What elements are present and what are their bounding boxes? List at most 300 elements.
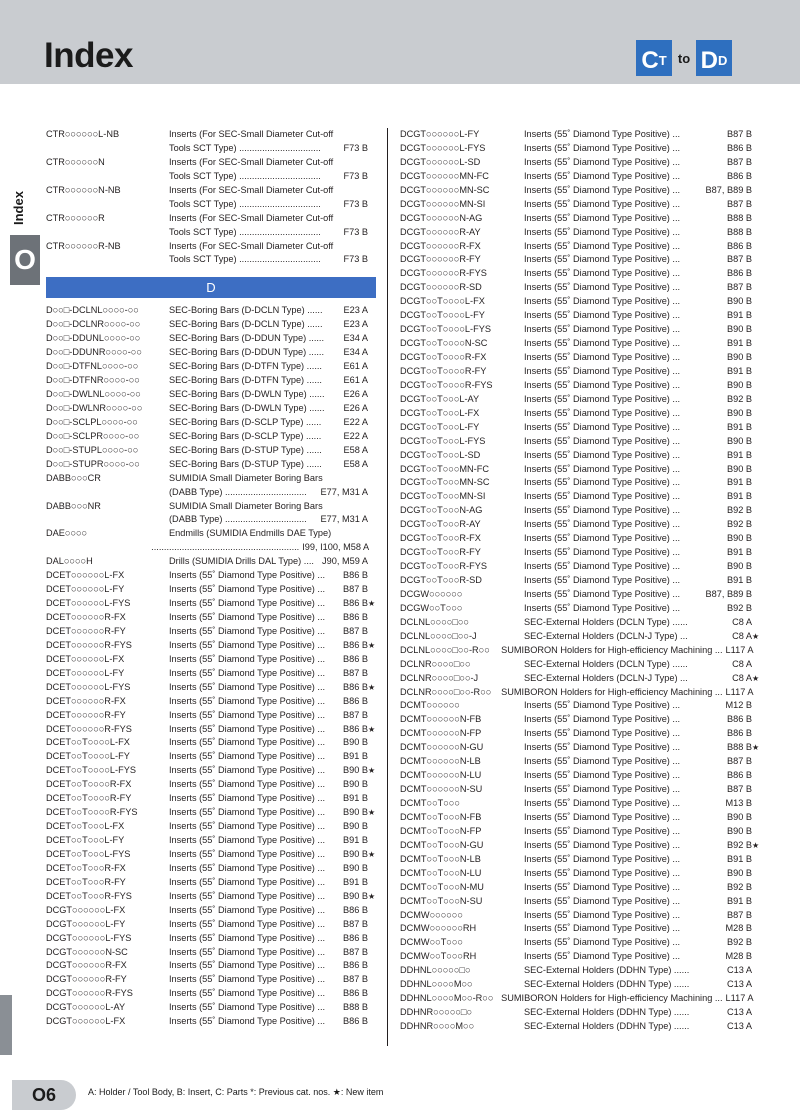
index-new-mark — [368, 472, 376, 486]
index-new-mark — [752, 156, 760, 170]
index-row — [400, 365, 760, 379]
index-description: SEC-Boring Bars (D-SCLP Type) ...... — [169, 416, 322, 427]
index-page-ref: B90 B — [342, 848, 368, 859]
index-row — [400, 170, 760, 184]
index-code: DCGT○○T○○○○L-FY — [400, 310, 485, 321]
page-title: Index — [44, 36, 133, 75]
index-new-mark — [752, 769, 760, 783]
index-new-mark — [752, 463, 760, 477]
index-page-ref: E58 A — [343, 458, 368, 469]
index-description: Inserts (55˚ Diamond Type Positive) ... — [524, 867, 681, 878]
index-code: DCGT○○T○○○MN-SI — [400, 491, 486, 502]
right-list — [400, 128, 760, 1034]
index-code: DCET○○T○○○R-FYS — [46, 890, 132, 901]
index-page-ref: F73 B — [343, 226, 368, 237]
index-row — [400, 449, 760, 463]
index-new-mark — [752, 1020, 760, 1034]
index-description: Inserts (55˚ Diamond Type Positive) ... — [169, 737, 326, 748]
index-new-mark — [368, 388, 376, 402]
index-new-mark — [752, 755, 760, 769]
index-row — [400, 936, 760, 950]
index-page-ref: B92 B — [726, 937, 752, 948]
index-code: DCMT○○T○○○N-MU — [400, 881, 484, 892]
index-page-ref: B92 B — [726, 602, 752, 613]
index-description: Inserts (55˚ Diamond Type Positive) ... — [169, 821, 326, 832]
index-row — [400, 588, 760, 602]
index-description: Inserts (For SEC-Small Diameter Cut-off — [169, 184, 334, 195]
index-new-mark — [368, 959, 376, 973]
index-new-mark — [752, 309, 760, 323]
index-row — [46, 541, 376, 555]
index-code: DCGT○○○○○○L-FY — [46, 918, 126, 929]
index-description: Inserts (55˚ Diamond Type Positive) ... — [524, 909, 681, 920]
index-row — [46, 946, 376, 960]
index-row — [46, 360, 376, 374]
index-code: DCGT○○○○○○R-FX — [400, 240, 481, 251]
index-row — [46, 304, 376, 318]
index-description: Inserts (55˚ Diamond Type Positive) ... — [524, 393, 681, 404]
index-page-ref: B91 B — [726, 477, 752, 488]
index-page-ref: E58 A — [343, 444, 368, 455]
index-page-ref: B91 B — [726, 853, 752, 864]
index-row — [400, 672, 760, 686]
index-description: Tools SCT Type) ................................ — [169, 142, 321, 153]
index-new-mark — [752, 421, 760, 435]
index-page-ref: B90 B — [726, 463, 752, 474]
index-code: DCGT○○○○○○L-FYS — [46, 932, 132, 943]
index-row — [46, 318, 376, 332]
index-new-mark — [368, 444, 376, 458]
index-code: DCGT○○○○○○N-SC — [46, 946, 128, 957]
index-page-ref: B91 B — [726, 491, 752, 502]
index-new-mark: ★ — [368, 682, 376, 692]
left-edge-bar — [0, 995, 12, 1055]
index-page-ref: E34 A — [343, 333, 368, 344]
index-code: DCMT○○○○○○N-SU — [400, 784, 483, 795]
index-new-mark — [368, 904, 376, 918]
index-new-mark — [368, 346, 376, 360]
index-new-mark — [368, 304, 376, 318]
index-description: Inserts (55˚ Diamond Type Positive) ... — [524, 379, 681, 390]
index-new-mark: ★ — [368, 766, 376, 776]
index-new-mark — [368, 374, 376, 388]
index-code: DCGT○○○○○○L-AY — [46, 1002, 126, 1013]
index-description: Inserts (55˚ Diamond Type Positive) ... — [524, 714, 681, 725]
index-description: Inserts (55˚ Diamond Type Positive) ... — [524, 881, 681, 892]
index-page-ref: B90 B — [342, 890, 368, 901]
index-page-ref: B91 B — [726, 365, 752, 376]
index-code: DCGT○○○○○○L-FY — [400, 129, 480, 139]
index-new-mark — [752, 323, 760, 337]
index-page-ref: M13 B — [725, 798, 752, 808]
index-new-mark: ★ — [752, 673, 760, 683]
index-row — [400, 463, 760, 477]
index-code: DABB○○○NR — [46, 500, 101, 511]
index-code: D○○□-DCLNR○○○○-○○ — [46, 319, 141, 330]
index-code: DCMW○○○○○○RH — [400, 923, 477, 934]
index-row — [400, 295, 760, 309]
index-new-mark — [368, 170, 376, 184]
index-row — [400, 699, 760, 713]
index-page-ref: B86 B — [726, 142, 752, 153]
index-page-ref: B87 B — [342, 918, 368, 929]
index-row — [46, 834, 376, 848]
index-code: DCGT○○○○○○R-FX — [46, 960, 127, 971]
index-new-mark — [752, 699, 760, 713]
index-new-mark — [368, 332, 376, 346]
index-row — [400, 755, 760, 769]
index-code: DCGT○○T○○○MN-SC — [400, 477, 490, 488]
index-new-mark — [752, 588, 760, 602]
index-description: Inserts (55˚ Diamond Type Positive) ... — [169, 835, 326, 845]
index-code: DCET○○○○○○R-FYS — [46, 639, 132, 650]
index-description: Tools SCT Type) ................................ — [169, 254, 321, 265]
index-code: DCMT○○○○○○N-GU — [400, 742, 484, 753]
index-new-mark — [368, 946, 376, 960]
index-new-mark: ★ — [752, 743, 760, 753]
right-column — [400, 128, 760, 1034]
index-code: D○○□-DCLNL○○○○-○○ — [46, 305, 139, 316]
index-code: DCET○○○○○○L-FX — [46, 653, 125, 664]
index-page-ref: B91 B — [342, 751, 368, 762]
index-page-ref: B87 B — [342, 625, 368, 636]
index-page-ref: B86 B — [342, 570, 368, 581]
index-description: Inserts (55˚ Diamond Type Positive) ... — [524, 435, 681, 446]
index-row — [400, 881, 760, 895]
index-description: SUMIBORON Holders for High-efficiency Machining ... — [501, 993, 723, 1004]
index-description: Inserts (55˚ Diamond Type Positive) ... — [524, 296, 681, 307]
index-page-ref: B86 B — [342, 695, 368, 706]
index-row — [46, 212, 376, 226]
index-new-mark — [368, 973, 376, 987]
index-new-mark — [752, 476, 760, 490]
index-row — [46, 402, 376, 416]
index-code: DCET○○T○○○○R-FYS — [46, 807, 138, 818]
index-row — [46, 973, 376, 987]
index-new-mark — [368, 625, 376, 639]
index-new-mark — [752, 574, 760, 588]
index-page-ref: B90 B — [726, 379, 752, 390]
index-row — [46, 750, 376, 764]
index-row — [400, 950, 760, 964]
index-new-mark — [753, 992, 760, 1006]
index-code: DCMT○○○○○○ — [400, 700, 460, 711]
index-row — [46, 792, 376, 806]
index-description: SUMIDIA Small Diameter Boring Bars — [169, 500, 323, 511]
index-row — [400, 546, 760, 560]
index-code — [46, 170, 169, 184]
index-page-ref: E77, M31 A — [320, 514, 368, 525]
index-row — [400, 769, 760, 783]
index-page-ref: M12 B — [725, 700, 752, 711]
index-row — [46, 848, 376, 862]
index-page-ref: B86 B — [726, 170, 752, 181]
index-page-ref: B87 B — [726, 756, 752, 767]
side-tab-section: O — [10, 235, 40, 285]
index-page-ref: B92 B — [726, 881, 752, 892]
index-page-ref: F73 B — [343, 170, 368, 181]
index-new-mark — [753, 644, 760, 658]
index-row — [400, 630, 760, 644]
index-new-mark: ★ — [752, 631, 760, 641]
index-new-mark — [368, 360, 376, 374]
index-description: SEC-Boring Bars (D-STUP Type) ...... — [169, 458, 322, 469]
index-code: DCLNR○○○○□○○-J — [400, 672, 479, 683]
index-new-mark — [752, 797, 760, 811]
index-row — [400, 156, 760, 170]
index-row — [400, 240, 760, 254]
index-row — [400, 379, 760, 393]
index-code: D○○□-DWLNL○○○○-○○ — [46, 389, 141, 399]
index-page-ref: B87 B — [342, 946, 368, 957]
index-new-mark — [752, 212, 760, 226]
range-to-label: to — [677, 50, 691, 66]
index-row — [400, 602, 760, 616]
index-page-ref: B90 B — [726, 296, 752, 307]
index-code: DCMT○○○○○○N-LB — [400, 756, 481, 767]
index-new-mark: ★ — [368, 808, 376, 818]
index-row — [46, 458, 376, 472]
index-row — [46, 723, 376, 737]
index-description: Inserts (55˚ Diamond Type Positive) ... — [524, 463, 681, 474]
index-code: DAE○○○○ — [46, 528, 88, 539]
index-description: Inserts (55˚ Diamond Type Positive) ... — [169, 793, 326, 804]
index-code: CTR○○○○○○R — [46, 212, 105, 223]
index-row — [46, 555, 376, 569]
index-row — [400, 797, 760, 811]
index-new-mark — [752, 393, 760, 407]
page-header — [0, 0, 800, 84]
index-new-mark — [752, 895, 760, 909]
index-row — [400, 964, 760, 978]
index-description: Inserts (55˚ Diamond Type Positive) ... — [524, 853, 681, 864]
index-new-mark — [368, 555, 376, 569]
index-new-mark — [752, 240, 760, 254]
index-row — [400, 337, 760, 351]
index-page-ref: B90 B — [342, 765, 368, 776]
index-row — [46, 253, 376, 267]
index-new-mark — [752, 226, 760, 240]
index-code: DCGT○○○○○○R-SD — [400, 282, 482, 293]
index-page-ref: B86 B — [342, 932, 368, 943]
index-description: Inserts (55˚ Diamond Type Positive) ... — [524, 700, 681, 711]
index-page-ref: B87 B — [726, 909, 752, 920]
index-description: Inserts (55˚ Diamond Type Positive) ... — [524, 254, 681, 265]
index-description: Inserts (55˚ Diamond Type Positive) ... — [524, 240, 681, 251]
index-new-mark — [752, 267, 760, 281]
index-code: DCGT○○○○○○MN-SC — [400, 184, 490, 195]
index-code: DCGT○○○○○○R-FY — [400, 254, 481, 265]
index-description: Inserts (55˚ Diamond Type Positive) ... — [524, 477, 681, 488]
index-description: SEC-External Holders (DDHN Type) ...... — [524, 979, 690, 990]
index-code: D○○□-STUPR○○○○-○○ — [46, 458, 140, 469]
index-new-mark: ★ — [752, 840, 760, 850]
index-code — [46, 198, 169, 212]
index-row — [46, 513, 376, 527]
index-description: Inserts (55˚ Diamond Type Positive) ... — [169, 653, 326, 664]
index-description: Inserts (55˚ Diamond Type Positive) ... — [524, 268, 681, 279]
index-new-mark — [368, 709, 376, 723]
index-row — [46, 639, 376, 653]
index-code: DCGT○○T○○○R-AY — [400, 519, 481, 530]
index-row — [46, 527, 376, 541]
index-row — [400, 504, 760, 518]
index-page-ref: E23 A — [343, 319, 368, 330]
range-from-sub: T — [658, 53, 667, 68]
index-description: Inserts (55˚ Diamond Type Positive) ... — [524, 505, 681, 516]
index-code: DCMT○○○○○○N-LU — [400, 770, 482, 781]
index-page-ref: B86 B — [342, 1016, 368, 1027]
index-code: DCMT○○○○○○N-FP — [400, 728, 482, 739]
index-row — [400, 713, 760, 727]
index-row — [400, 198, 760, 212]
index-page-ref: E22 A — [343, 430, 368, 441]
range-to-letter: D — [700, 47, 718, 74]
index-code — [46, 486, 169, 500]
range-badge — [636, 40, 732, 76]
index-row — [400, 560, 760, 574]
index-code: DCGW○○T○○○ — [400, 602, 463, 613]
index-description: SEC-Boring Bars (D-DDUN Type) ...... — [169, 333, 325, 344]
index-new-mark — [368, 1001, 376, 1015]
index-description: Inserts (55˚ Diamond Type Positive) ... — [524, 407, 681, 418]
index-page-ref: L117 A — [725, 993, 754, 1004]
index-row — [46, 583, 376, 597]
index-code: DCET○○T○○○R-FY — [46, 876, 126, 887]
index-description: Inserts (55˚ Diamond Type Positive) ... — [169, 876, 326, 887]
index-code: DCGT○○T○○○R-FY — [400, 547, 481, 558]
index-page-ref: C8 A — [732, 658, 752, 669]
index-row — [400, 895, 760, 909]
index-description: Inserts (55˚ Diamond Type Positive) ... — [524, 798, 681, 808]
index-new-mark — [752, 337, 760, 351]
index-description: Inserts (55˚ Diamond Type Positive) ... — [169, 723, 326, 734]
index-page-ref: B90 B — [726, 867, 752, 878]
index-page-ref: B86 B — [342, 904, 368, 915]
index-code: DCGT○○T○○○L-FYS — [400, 435, 486, 446]
index-description: Inserts (55˚ Diamond Type Positive) ... — [524, 839, 681, 850]
index-new-mark — [368, 226, 376, 240]
index-code: DCET○○T○○○○L-FY — [46, 751, 130, 762]
index-description: Inserts (55˚ Diamond Type Positive) ... — [169, 667, 326, 678]
index-description: Inserts (55˚ Diamond Type Positive) ... — [524, 170, 681, 181]
index-row — [400, 1006, 760, 1020]
index-row — [46, 388, 376, 402]
index-row — [46, 416, 376, 430]
index-row — [400, 351, 760, 365]
index-new-mark — [368, 987, 376, 1001]
index-new-mark — [752, 602, 760, 616]
index-page-ref: B87 B — [342, 584, 368, 595]
index-code — [46, 513, 169, 527]
index-new-mark — [752, 490, 760, 504]
index-page-ref: B87, B89 B — [705, 184, 752, 195]
index-row — [46, 170, 376, 184]
index-code: DCGT○○○○○○N-AG — [400, 212, 483, 223]
index-code: DCGT○○T○○○L-FY — [400, 421, 480, 432]
index-description: Inserts (55˚ Diamond Type Positive) ... — [169, 695, 326, 706]
index-page-ref: B87, B89 B — [705, 588, 752, 599]
index-code: DCET○○○○○○R-FY — [46, 709, 126, 720]
index-row — [46, 1001, 376, 1015]
index-new-mark — [368, 667, 376, 681]
index-page-ref: E77, M31 A — [320, 486, 368, 497]
index-description: Inserts (55˚ Diamond Type Positive) ... — [524, 212, 681, 223]
index-row — [400, 226, 760, 240]
index-row — [400, 518, 760, 532]
index-code: DCET○○○○○○L-FYS — [46, 598, 131, 609]
index-description: Inserts (55˚ Diamond Type Positive) ... — [524, 756, 681, 767]
index-page-ref: E22 A — [343, 416, 368, 427]
index-row — [400, 421, 760, 435]
index-page-ref: B91 B — [726, 895, 752, 906]
index-new-mark — [368, 318, 376, 332]
index-description: Inserts (55˚ Diamond Type Positive) ... — [169, 1016, 326, 1027]
index-new-mark — [368, 918, 376, 932]
index-new-mark: ★ — [368, 640, 376, 650]
index-page-ref: B90 B — [726, 533, 752, 544]
left-bottom-list — [46, 304, 376, 1029]
index-page-ref: B87 B — [726, 156, 752, 167]
index-page-ref: F73 B — [343, 198, 368, 209]
index-row — [400, 658, 760, 672]
index-new-mark — [368, 736, 376, 750]
index-new-mark — [368, 653, 376, 667]
index-page-ref: B86 B — [726, 714, 752, 725]
index-row — [400, 978, 760, 992]
index-row — [46, 500, 376, 514]
index-page-ref: B88 B — [726, 226, 752, 237]
index-code — [46, 226, 169, 240]
index-row — [46, 876, 376, 890]
index-description: SEC-External Holders (DCLN-J Type) ... — [524, 630, 688, 641]
index-row — [400, 393, 760, 407]
page-number: O6 — [12, 1080, 76, 1110]
index-code: DAL○○○○H — [46, 556, 93, 567]
index-new-mark — [752, 950, 760, 964]
index-code: DCGT○○○○○○MN-FC — [400, 170, 489, 181]
index-code: DCMT○○T○○○N-GU — [400, 839, 484, 850]
index-code: DCLNL○○○○□○○-J — [400, 630, 477, 641]
index-row — [400, 811, 760, 825]
index-description: SEC-Boring Bars (D-STUP Type) ...... — [169, 444, 322, 455]
index-page-ref: L117 A — [725, 644, 754, 655]
index-code: D○○□-SCLPR○○○○-○○ — [46, 430, 140, 441]
index-description: Inserts (55˚ Diamond Type Positive) ... — [169, 946, 326, 957]
index-code — [46, 253, 169, 267]
index-description: Inserts (55˚ Diamond Type Positive) ... — [169, 918, 326, 929]
index-row — [46, 764, 376, 778]
index-row — [400, 128, 760, 142]
index-new-mark — [752, 811, 760, 825]
index-page-ref: B91 B — [342, 835, 368, 845]
index-row — [46, 184, 376, 198]
index-row — [400, 783, 760, 797]
index-description: SEC-Boring Bars (D-DDUN Type) ...... — [169, 347, 325, 358]
index-row — [46, 987, 376, 1001]
index-new-mark — [752, 198, 760, 212]
index-new-mark — [752, 727, 760, 741]
index-description: Inserts (55˚ Diamond Type Positive) ... — [524, 142, 681, 153]
index-page-ref: B87 B — [342, 709, 368, 720]
index-page-ref: B86 B — [342, 681, 368, 692]
index-page-ref: E23 A — [343, 305, 368, 316]
left-column — [46, 128, 376, 1029]
index-new-mark — [752, 435, 760, 449]
index-new-mark — [752, 184, 760, 198]
index-description: SEC-External Holders (DCLN Type) ...... — [524, 658, 688, 669]
index-row — [400, 686, 760, 700]
